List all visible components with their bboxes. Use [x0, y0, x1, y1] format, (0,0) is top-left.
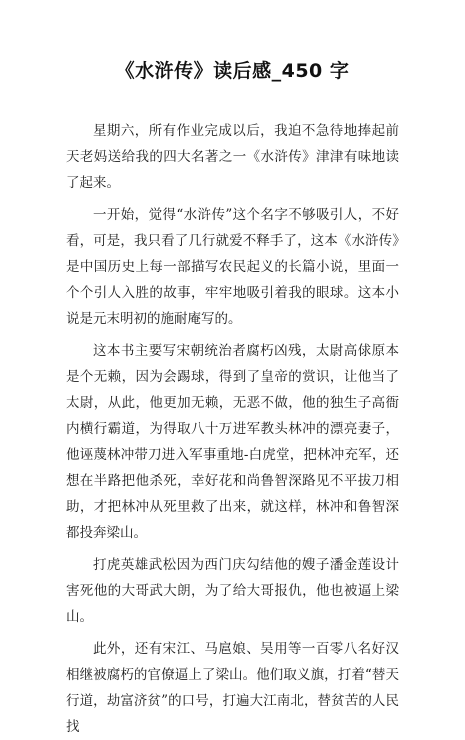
paragraph: 这本书主要写宋朝统治者腐朽凶残，太尉高俅原本是个无赖，因为会踢球，得到了皇帝的赏识，让他当了太尉，从此，他更加无赖，无恶不做，他的独生子高衙内横行霸道，为得取八十万进军教头林冲的漂亮妻子，他诬蔑林冲带刀进入军事重地-白虎堂，把林冲充军，还想在半路把他杀死，幸好花和尚鲁智深路见不平拔刀相助，才把林冲从死里救了出来，就这样，林冲和鲁智深都投奔梁山。	[66, 343, 399, 541]
paragraph: 打虎英雄武松因为西门庆勾结他的嫂子潘金莲设计害死他的大哥武大朗，为了给大哥报仇，他也被逼上梁山。	[66, 557, 399, 625]
paragraph: 此外，还有宋江、马扈娘、吴用等一百零八名好汉相继被腐朽的官僚逼上了梁山。他们取义旗，打着“替天行道，劫富济贫”的口号，打遍大江南北，替贫苦的人民找	[66, 641, 399, 735]
document-title: 《水浒传》读后感_450 字	[115, 60, 350, 82]
document-body	[66, 118, 399, 740]
paragraph: 一开始，觉得“水浒传”这个名字不够吸引人，不好看，可是，我只看了几行就爱不释手了，这本《水浒传》是中国历史上每一部描写农民起义的长篇小说，里面一个个引人入胜的故事，牢牢地吸引着我的眼球。这本小说是元末明初的施耐庵写的。	[66, 207, 399, 327]
paragraph: 星期六，所有作业完成以后，我迫不急待地捧起前天老妈送给我的四大名著之一《水浒传》津津有味地读了起来。	[66, 123, 399, 191]
